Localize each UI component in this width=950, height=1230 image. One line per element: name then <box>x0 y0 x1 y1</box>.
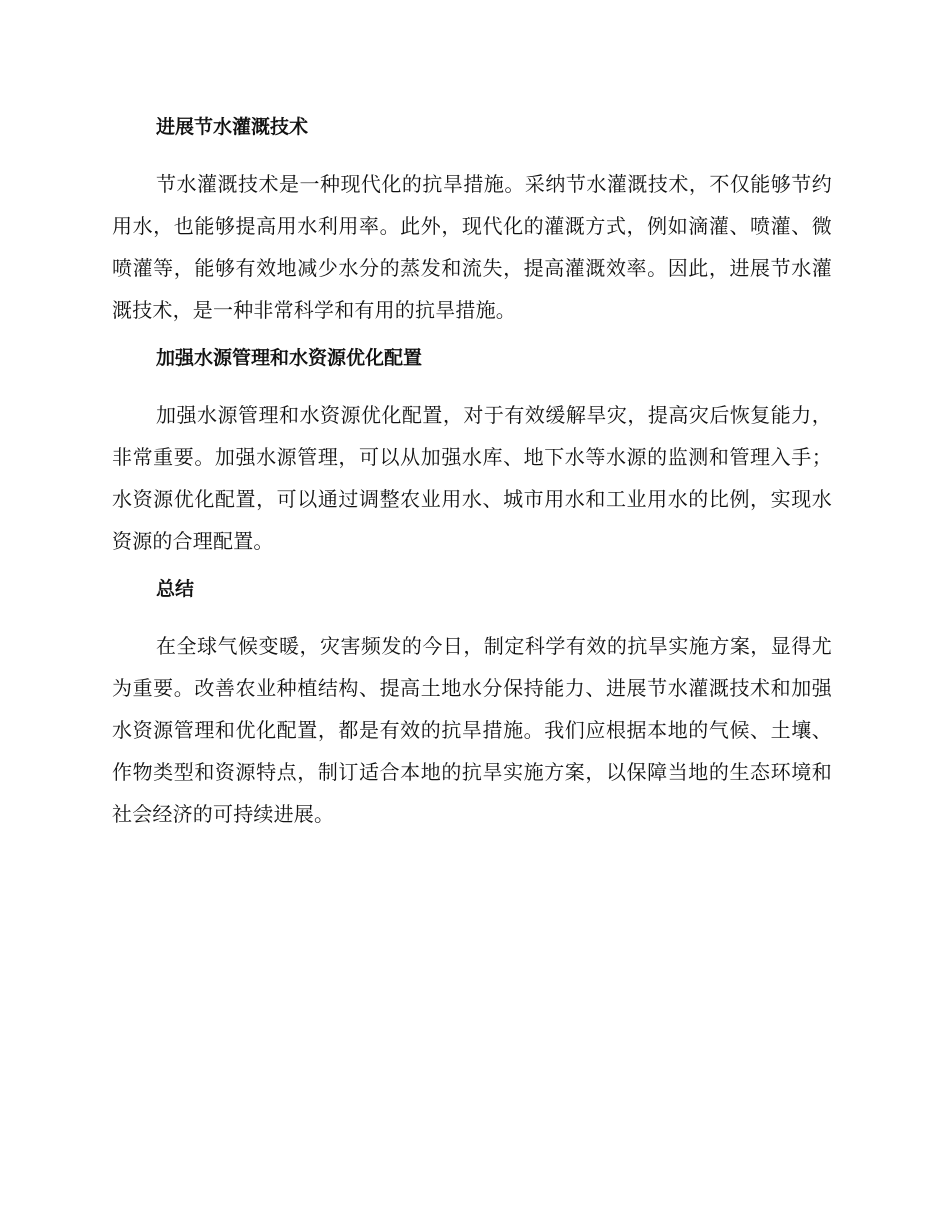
document-page <box>112 112 832 847</box>
section-heading-summary: 总结 <box>156 578 195 600</box>
section-body-irrigation: 节水灌溉技术是一种现代化的抗旱措施。采纳节水灌溉技术，不仅能够节约用水，也能够提高用水利用率。此外，现代化的灌溉方式，例如滴灌、喷灌、微喷灌等，能够有效地减少水分的蒸发和流失，提高灌溉效率。因此，进展节水灌溉技术，是一种非常科学和有用的抗旱措施。 <box>112 172 832 322</box>
section-heading-water-management: 加强水源管理和水资源优化配置 <box>156 347 423 369</box>
section-heading-irrigation: 进展节水灌溉技术 <box>156 116 309 138</box>
section-body-summary: 在全球气候变暖，灾害频发的今日，制定科学有效的抗旱实施方案，显得尤为重要。改善农业种植结构、提高土地水分保持能力、进展节水灌溉技术和加强水资源管理和优化配置，都是有效的抗旱措施。我们应根据本地的气候、土壤、作物类型和资源特点，制订适合本地的抗旱实施方案，以保障当地的生态环境和社会经济的可持续进展。 <box>112 634 832 826</box>
section-body-water-management: 加强水源管理和水资源优化配置，对于有效缓解旱灾，提高灾后恢复能力，非常重要。加强水源管理，可以从加强水库、地下水等水源的监测和管理入手；水资源优化配置，可以通过调整农业用水、城市用水和工业用水的比例，实现水资源的合理配置。 <box>112 403 832 553</box>
